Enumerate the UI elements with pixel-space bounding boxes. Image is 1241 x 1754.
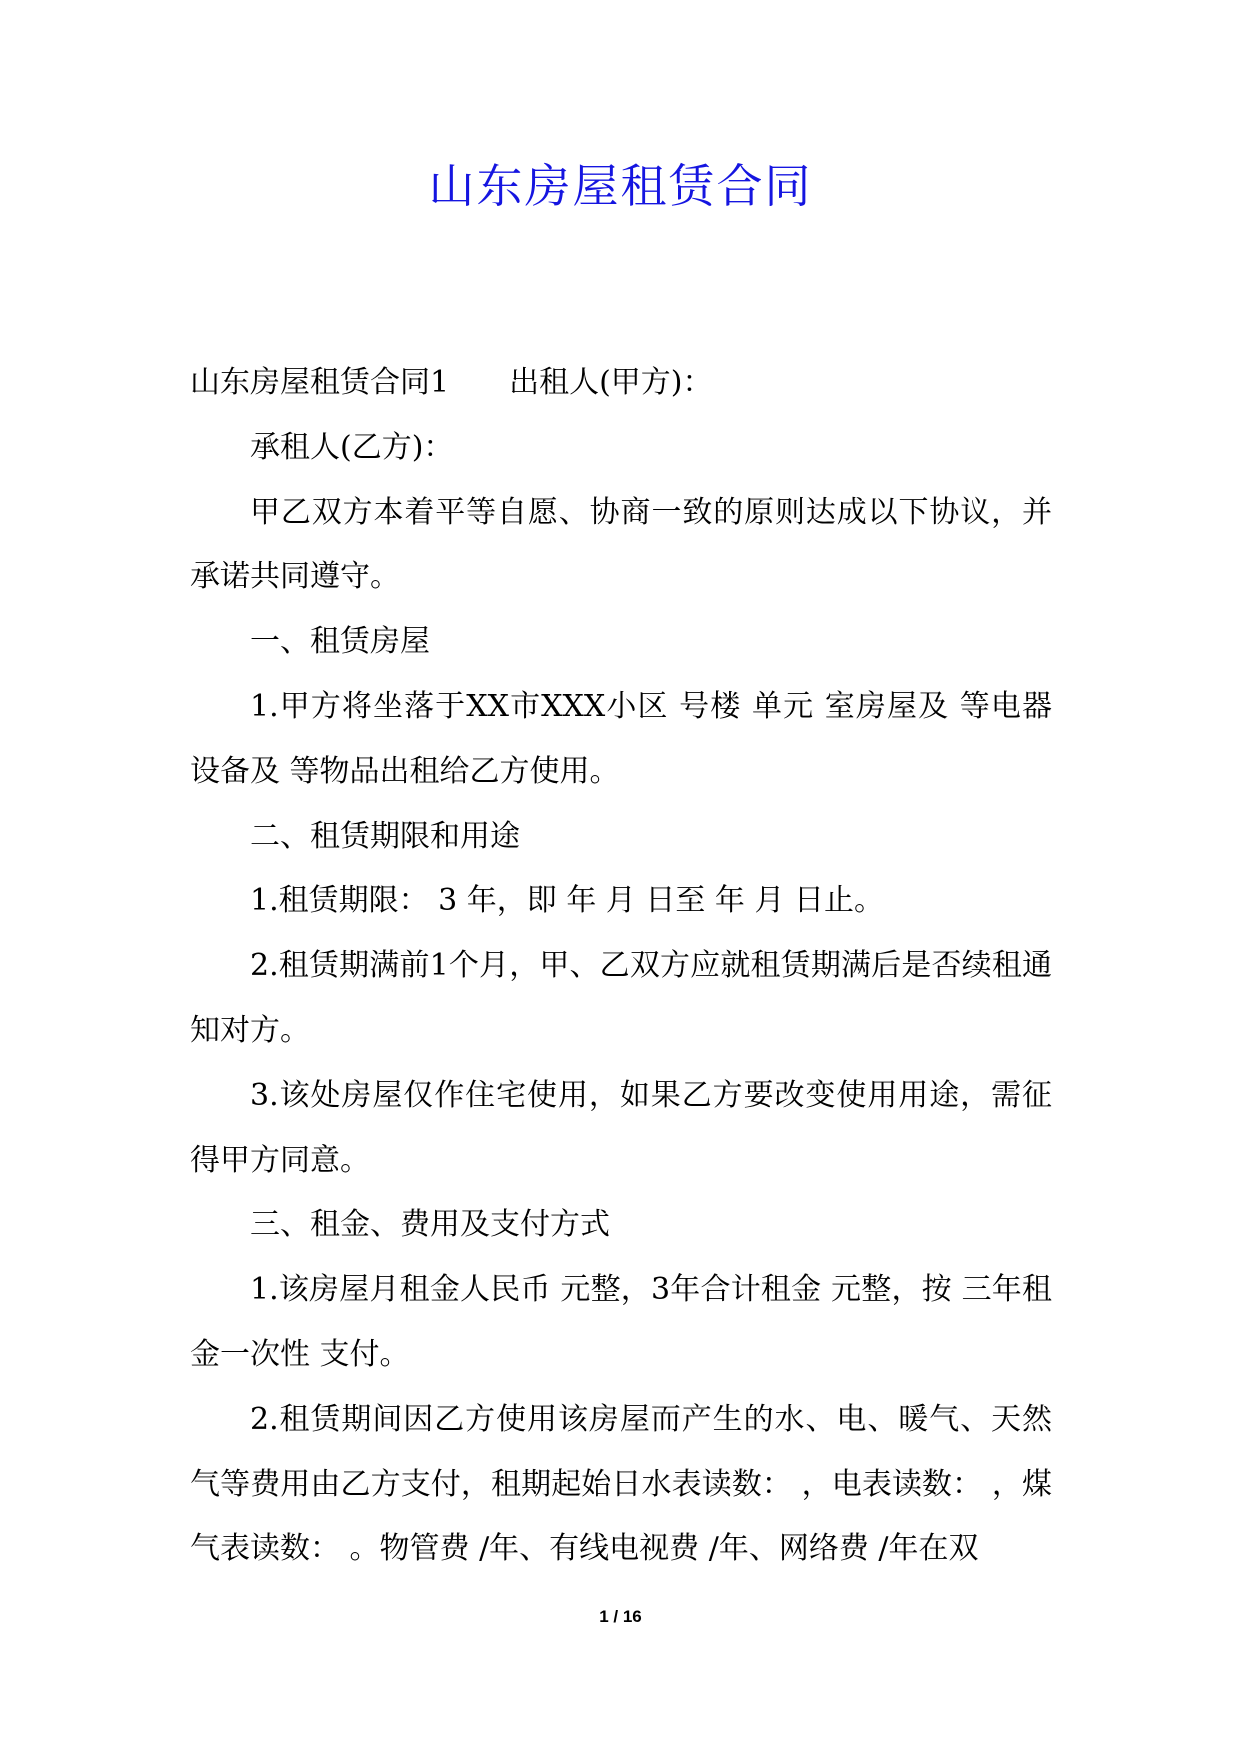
clause-2-1: 1.租赁期限： 3 年，即 年 月 日至 年 月 日止。	[250, 883, 884, 919]
clause-3-2: 2.租赁期间因乙方使用该房屋而产生的水、电、暖气、天然气等费用由乙方支付，租期起始日水表读数： ，电表读数： ，煤气表读数： 。物管费 /年、有线电视费 /年、网络费 /年在双	[190, 1401, 1052, 1567]
section-heading-leased-premises: 一、租赁房屋	[250, 624, 430, 660]
paragraph-lessee: 承租人(乙方)：	[250, 429, 454, 465]
section-heading-rent-payment: 三、租金、费用及支付方式	[250, 1207, 610, 1243]
clause-2-2: 2.租赁期满前1个月，甲、乙双方应就租赁期满后是否续租通知对方。	[190, 948, 1052, 1048]
clause-1-1: 1.甲方将坐落于XX市XXX小区 号楼 单元 室房屋及 等电器设备及 等物品出租给乙方使用。	[190, 688, 1052, 789]
page-number: 1 / 16	[599, 1607, 642, 1626]
section-heading-lease-term: 二、租赁期限和用途	[250, 818, 520, 854]
paragraph-lessor: 山东房屋租赁合同1 出租人(甲方)：	[190, 365, 713, 400]
clause-3-1: 1.该房屋月租金人民币 元整，3年合计租金 元整，按 三年租金一次性 支付。	[190, 1272, 1052, 1372]
clause-2-3: 3.该处房屋仅作住宅使用，如果乙方要改变使用用途，需征得甲方同意。	[190, 1077, 1052, 1178]
document-body	[190, 351, 1052, 1582]
document-title: 山东房屋租赁合同	[428, 159, 813, 213]
paragraph-agreement-intro: 甲乙双方本着平等自愿、协商一致的原则达成以下协议，并承诺共同遵守。	[190, 494, 1052, 595]
